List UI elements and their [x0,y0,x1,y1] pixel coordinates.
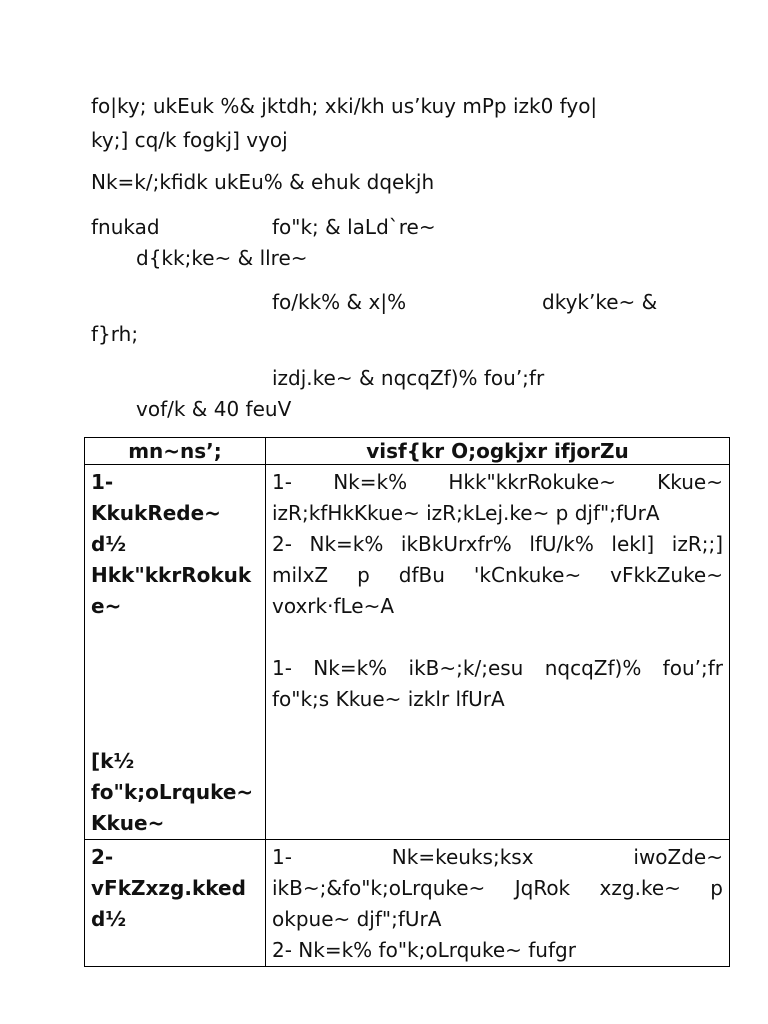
change-item: 2- Nk=k% ikBkUrxfr% lfU/k% lekl] izR;;] milxZ p dfBu 'kCnkuke~ vFkkZuke~ voxrk·fLe~A [272,532,723,618]
objective-sub-a: d½ [91,532,127,556]
chapter-text: dkyk’ke~ & [542,290,658,314]
objective-sub-b: [k½ [91,749,135,773]
duration-text: vof/k & 40 feuV [136,397,292,421]
objective-cell [85,465,266,840]
date-label: fnukad [91,215,160,239]
school-line-1: fo|ky; ukEuk %& jktdh; xki/kh us’kuy mPp izk0 fyo| [91,94,598,118]
expected-change-header: visf{kr O;ogkjxr ifjorZu [266,438,730,465]
genre-text: fo/kk% & x|% [272,290,407,314]
change-item: 1- Nk=k% ikB~;k/;esu nqcqZf)% fou’;fr fo"k;s Kkue~ izklr lfUrA [272,656,723,711]
school-line-2: ky;] cq/k fogkj] vyoj [91,128,288,152]
objective-sub-b-text: fo"k;oLrquke~ Kkue~ [91,780,254,835]
teacher-name: Nk=k/;kfidk ukEu% & ehuk dqekjh [91,170,435,194]
expected-change-cell [266,465,730,840]
change-item: 2- Nk=k% fo"k;oLrquke~ fufgr [272,938,576,962]
objective-title: KkukRede~ [91,501,221,525]
objective-number: 1- [91,470,114,494]
objective-header: mn~ns’; [85,438,266,465]
change-item: 1- Nk=k% Hkk"kkrRokuke~ Kkue~ izR;kfHkKkue~ izR;kLej.ke~ p djf";fUrA [272,470,723,525]
objective-sub-a-text: Hkk"kkrRokuke~ [91,563,252,618]
chapter-continued: f}rh; [91,322,139,346]
expected-change-cell [266,840,730,967]
topic-text: izdj.ke~ & nqcqZf)% fou’;fr [272,366,545,390]
objective-title: vFkZxzg.kked [91,876,246,900]
change-item: 1- Nk=keuks;ksx iwoZde~ ikB~;&fo"k;oLrquke~ JqRok xzg.ke~ p okpue~ djf";fUrA [272,845,723,931]
table-row [85,840,730,967]
objective-sub-a: d½ [91,907,127,931]
objective-cell [85,840,266,967]
table-header-row [85,438,730,465]
lesson-plan-table [84,437,730,967]
class-text: d{kk;ke~ & llre~ [136,246,308,270]
table-row [85,465,730,840]
objective-number: 2- [91,845,114,869]
subject-text: fo"k; & laLd`re~ [272,215,436,239]
